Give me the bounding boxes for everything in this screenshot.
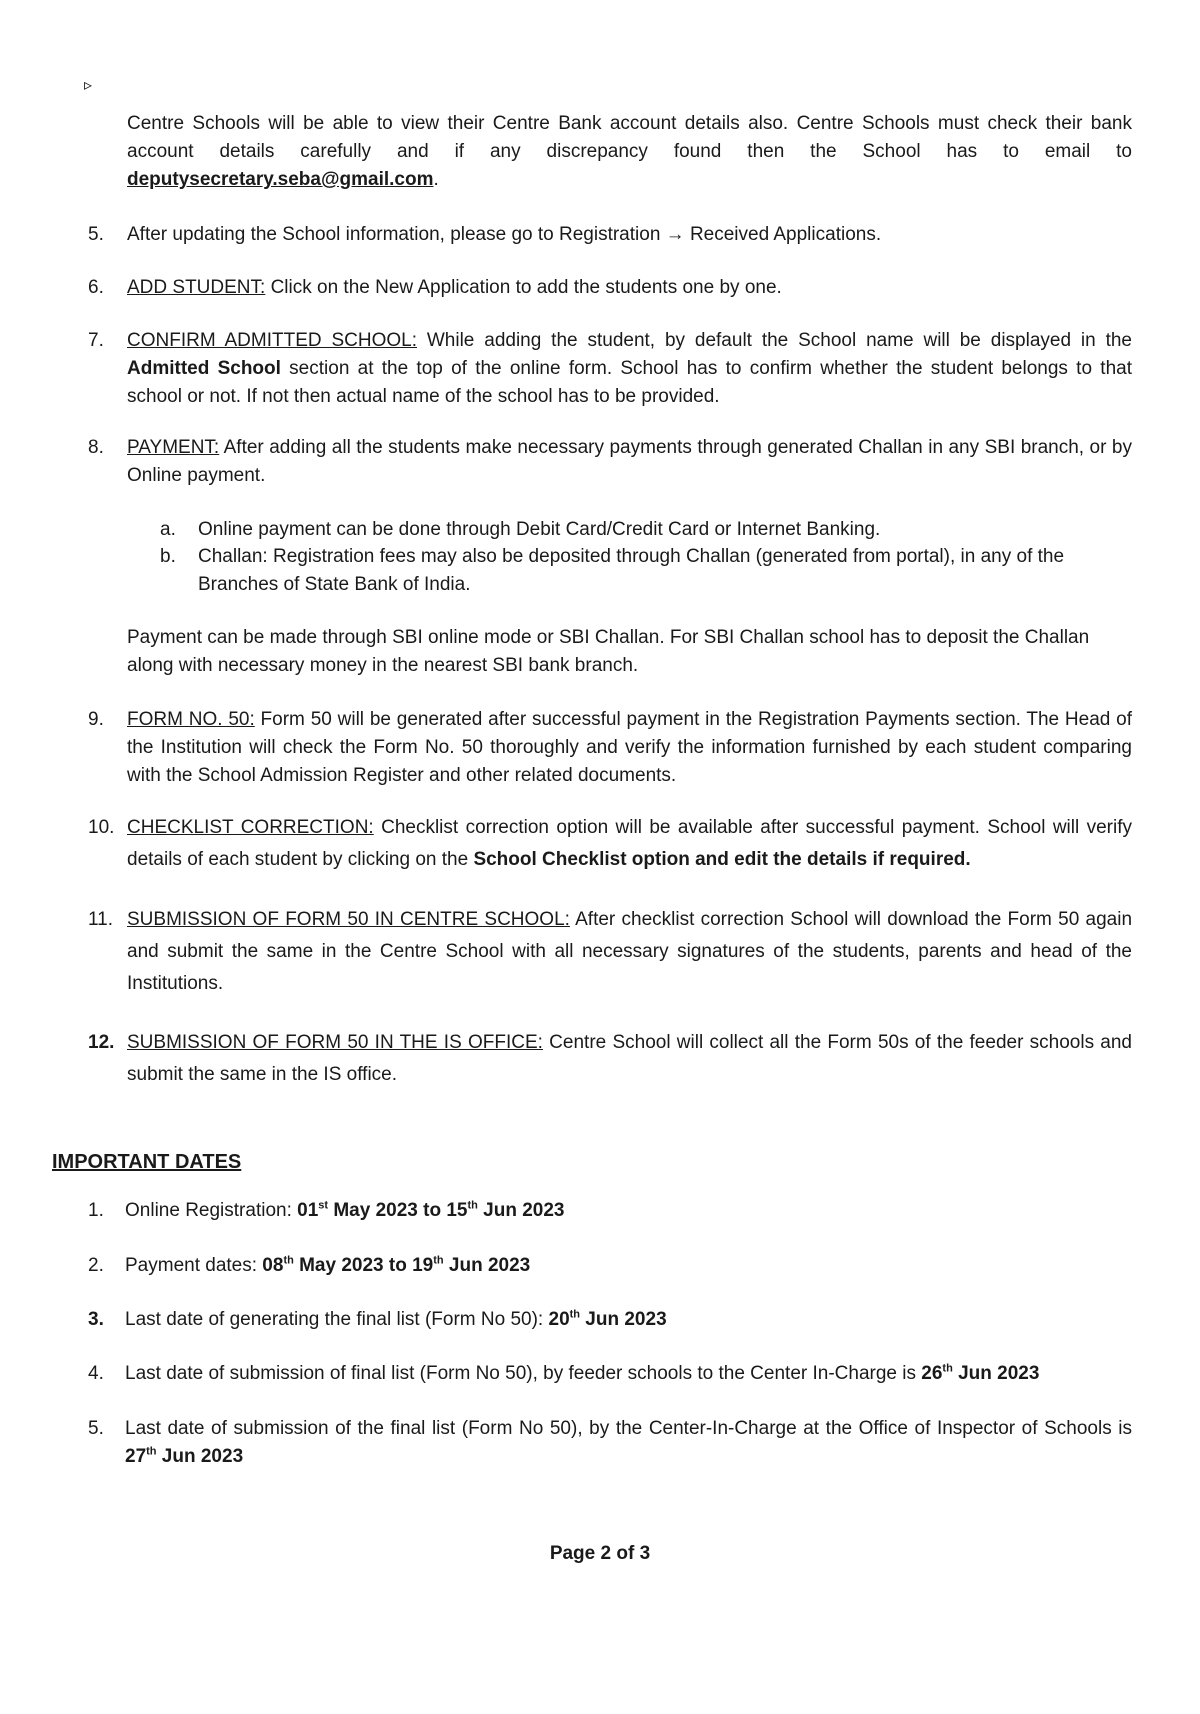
sub-item: a. Online payment can be done through Debit Card/Credit Card or Internet Banking.: [160, 519, 881, 540]
step-item: 12. SUBMISSION OF FORM 50 IN THE IS OFFICE: Centre School will collect all the Form 50s of the feeder schools and submit the same in the IS office.: [88, 1027, 1132, 1091]
payment-note: Payment can be made through SBI online mode or SBI Challan. For SBI Challan school has to deposit the Challan along with necessary money in the nearest SBI bank branch.: [127, 627, 1090, 676]
step-label: PAYMENT:: [127, 437, 220, 458]
step-item: 9. FORM NO. 50: Form 50 will be generated after successful payment in the Registration Payments section. The Head of the Institution will check the Form No. 50 thoroughly and verify the information furnished by each student comparing with the School Admission Register and other related documents.: [88, 706, 1132, 790]
step-label: SUBMISSION OF FORM 50 IN THE IS OFFICE:: [127, 1032, 543, 1053]
step-label: SUBMISSION OF FORM 50 IN CENTRE SCHOOL:: [127, 909, 570, 930]
bullet-mark: ▹: [84, 77, 93, 94]
date-item: 2. Payment dates: 08th May 2023 to 19th Jun 2023: [88, 1254, 531, 1276]
step-number: 7.: [88, 330, 104, 351]
step-number: 10.: [88, 817, 115, 838]
step-number: 8.: [88, 437, 104, 458]
step-item: 7. CONFIRM ADMITTED SCHOOL: While adding the student, by default the School name will be displayed in the Admitted School section at the top of the online form. School has to confirm whether the student belongs to that school or not. If not then actual name of the school has to be provided.: [88, 327, 1132, 411]
step-label: CHECKLIST CORRECTION:: [127, 817, 374, 838]
date-item: 3. Last date of generating the final list (Form No 50): 20th Jun 2023: [88, 1308, 667, 1330]
step-item: 10. CHECKLIST CORRECTION: Checklist correction option will be available after successful payment. School will verify details of each student by clicking on the School Checklist option and edit the details if required.: [88, 812, 1132, 876]
step-number: 9.: [88, 709, 104, 730]
sub-item: b. Challan: Registration fees may also be deposited through Challan (generated from portal), in any of the Branches of State Bank of India.: [160, 546, 1065, 595]
step-label: CONFIRM ADMITTED SCHOOL:: [127, 330, 417, 351]
date-item: 5. Last date of submission of the final list (Form No 50), by the Center-In-Charge at the Office of Inspector of Schools is 27th Jun 2023: [88, 1418, 1132, 1467]
important-dates-heading: IMPORTANT DATES: [52, 1151, 242, 1173]
continuation-paragraph: Centre Schools will be able to view their Centre Bank account details also. Centre Schools must check their bank account details carefully and if any discrepancy found then the School has to email to deputysecretary.seba@gmail.com.: [127, 113, 1132, 190]
step-number: 6.: [88, 277, 104, 298]
step-item: 11. SUBMISSION OF FORM 50 IN CENTRE SCHOOL: After checklist correction School will download the Form 50 again and submit the same in the Centre School with all necessary signatures of the students, parents and head of the Institutions.: [88, 904, 1132, 1000]
step-number: 12.: [88, 1032, 115, 1053]
date-item: 1. Online Registration: 01st May 2023 to 15th Jun 2023: [88, 1199, 565, 1221]
date-item: 4. Last date of submission of final list (Form No 50), by feeder schools to the Center In-Charge is 26th Jun 2023: [88, 1362, 1040, 1384]
step-item: 5. After updating the School information, please go to Registration → Received Applications.: [88, 221, 1132, 249]
step-item: 6. ADD STUDENT: Click on the New Application to add the students one by one.: [88, 274, 1132, 302]
email-link[interactable]: deputysecretary.seba@gmail.com: [127, 169, 434, 190]
step-number: 11.: [88, 909, 114, 930]
step-label: FORM NO. 50:: [127, 709, 255, 730]
step-number: 5.: [88, 224, 104, 245]
step-label: ADD STUDENT:: [127, 277, 266, 298]
page-number: Page 2 of 3: [549, 1543, 651, 1564]
step-item: 8. PAYMENT: After adding all the students make necessary payments through generated Challan in any SBI branch, or by Online payment.: [88, 434, 1132, 490]
